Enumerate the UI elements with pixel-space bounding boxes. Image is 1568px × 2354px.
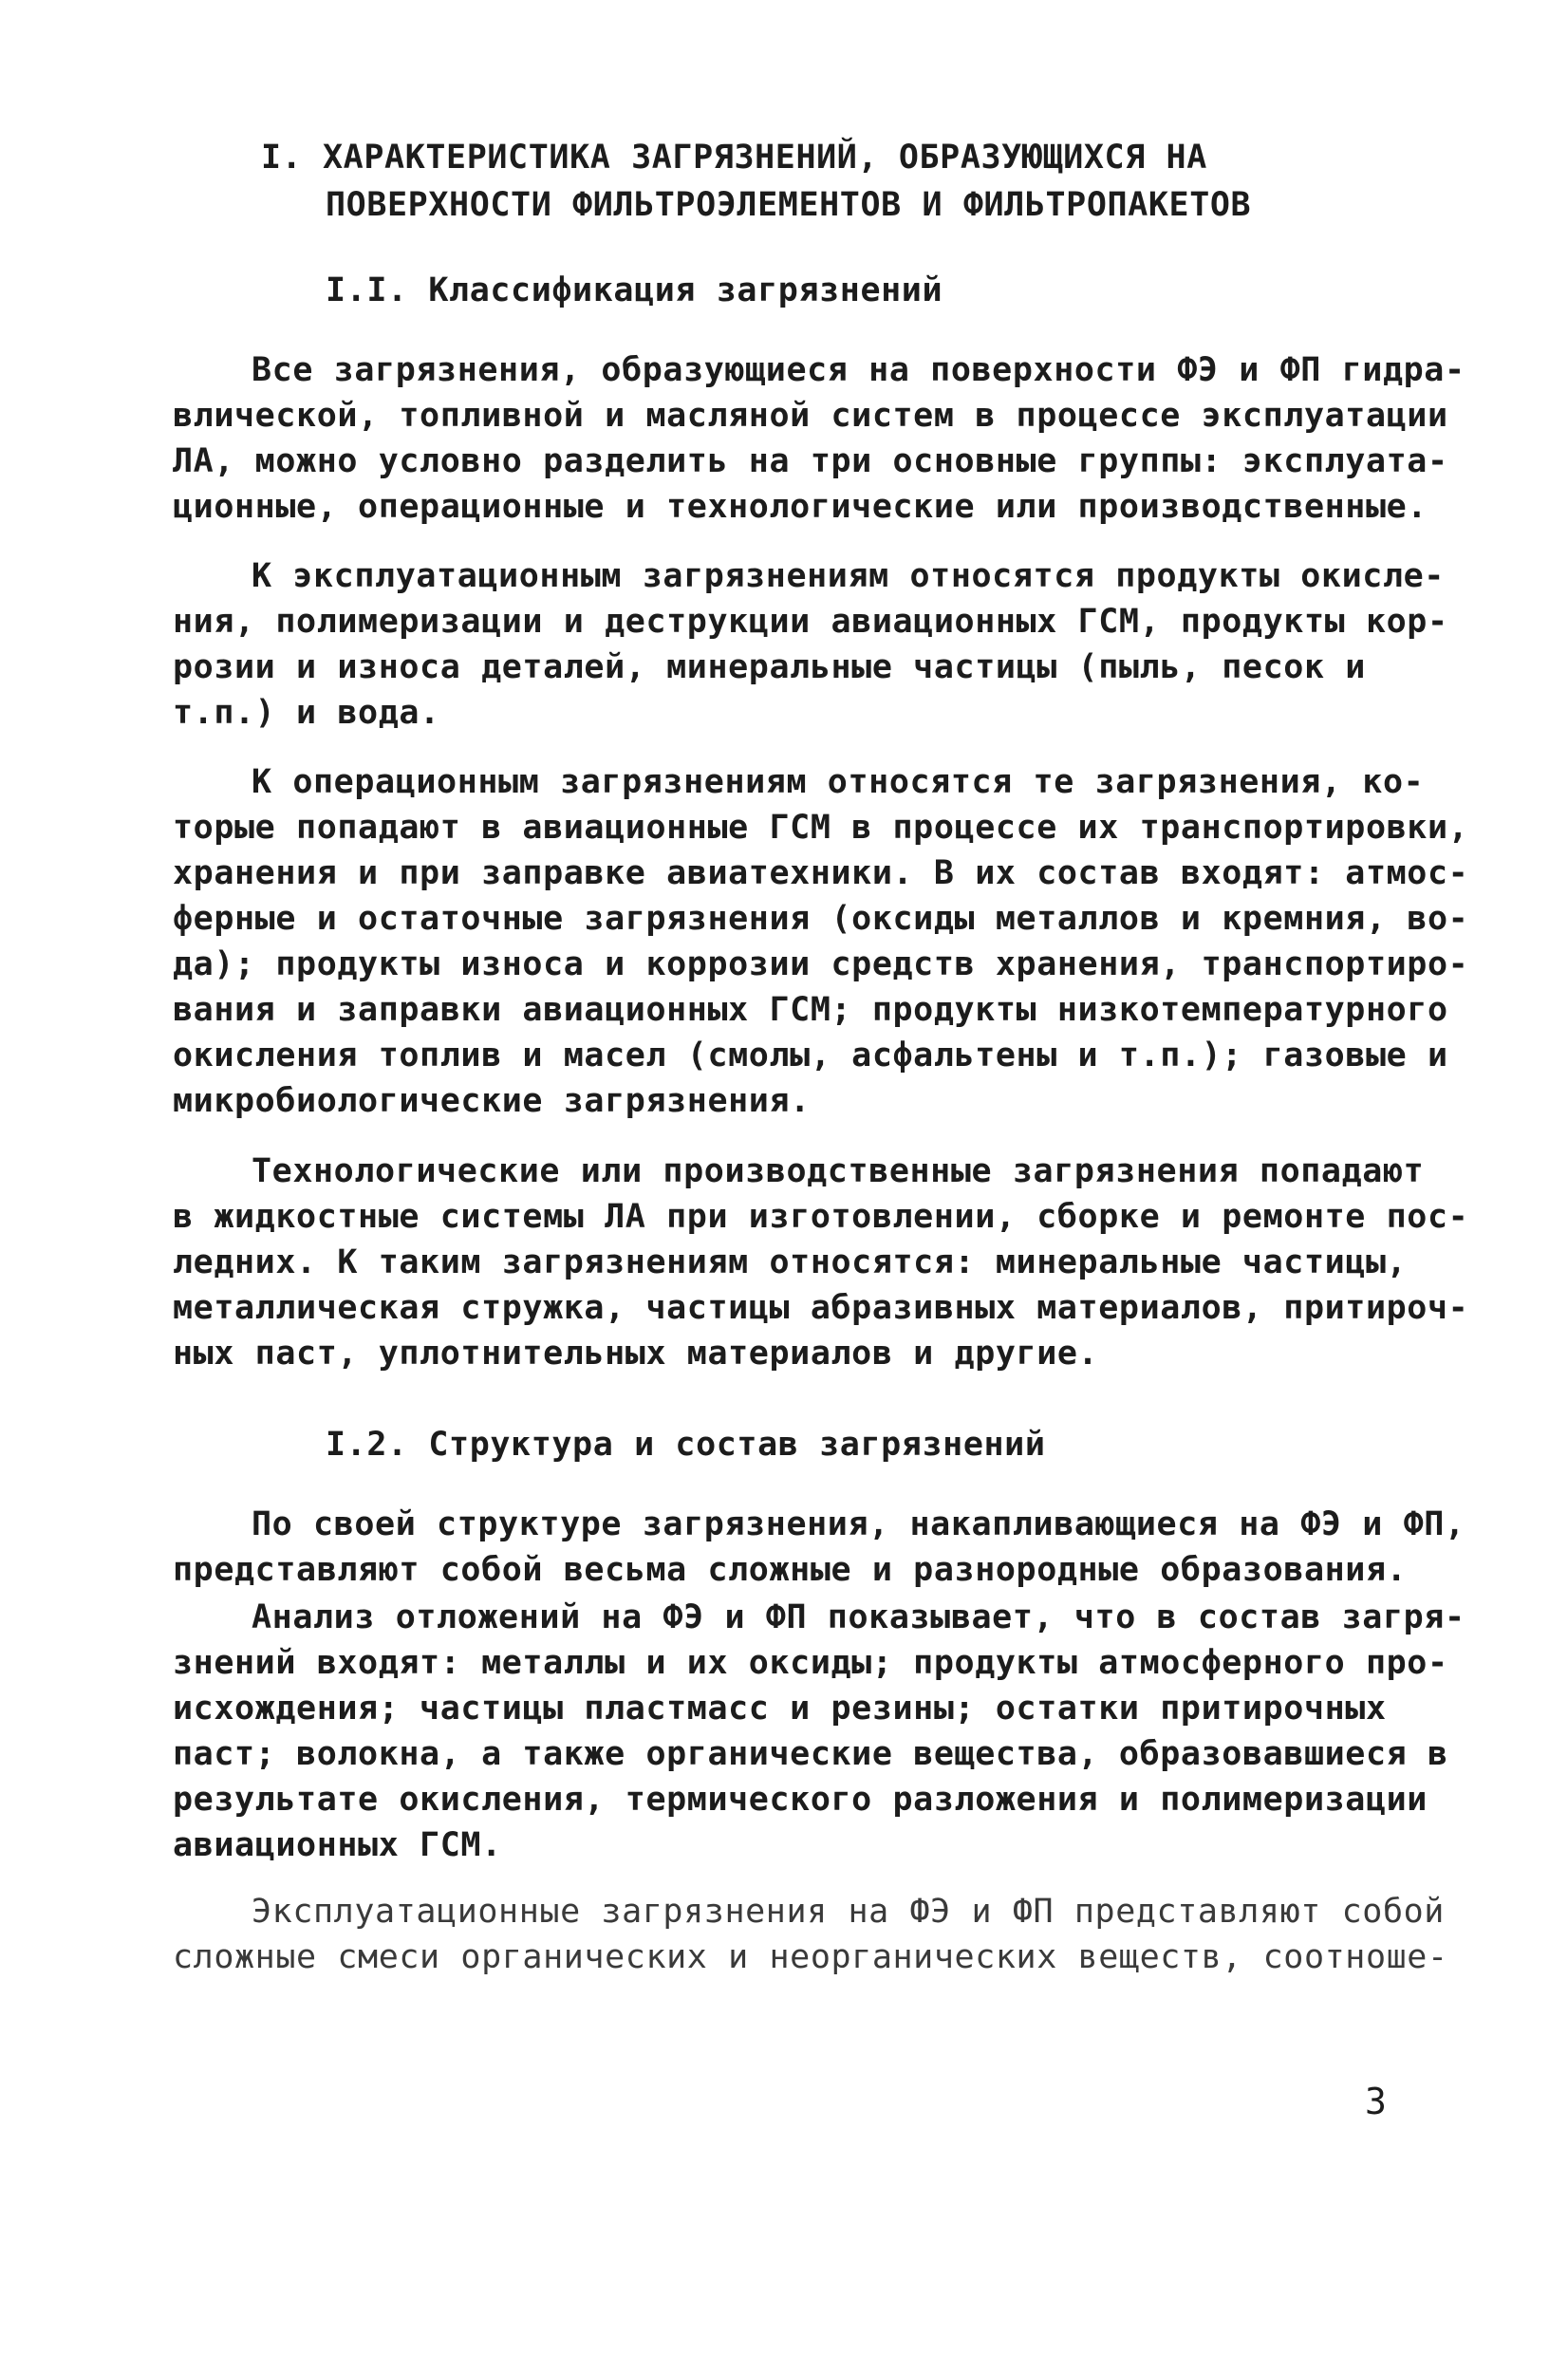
paragraph-6-line: исхождения; частицы пластмасс и резины; остатки притирочных [173,1690,1387,1728]
paragraph-2-line: К эксплуатационным загрязнениям относятся продукты окисле- [252,557,1445,595]
paragraph-7-line: сложные смеси органических и неорганических веществ, соотноше- [173,1938,1448,1976]
paragraph-4-line: ледних. К таким загрязнениям относятся: минеральные частицы, [173,1243,1408,1281]
paragraph-6-line: знений входят: металлы и их оксиды; продукты атмосферного про- [173,1644,1448,1682]
paragraph-6-line: Анализ отложений на ФЭ и ФП показывает, что в состав загря- [252,1598,1465,1636]
paragraph-7-line: Эксплуатационные загрязнения на ФЭ и ФП представляют собой [252,1893,1445,1931]
paragraph-6-line: авиационных ГСМ. [173,1826,502,1864]
page-number: 3 [1365,2081,1387,2122]
section-title-line-2: ПОВЕРХНОСТИ ФИЛЬТРОЭЛЕМЕНТОВ И ФИЛЬТРОПАКЕТОВ [326,186,1252,224]
paragraph-1-line: Все загрязнения, образующиеся на поверхности ФЭ и ФП гидра- [252,351,1465,389]
subsection-heading-1-2: I.2. Структура и состав загрязнений [326,1426,1046,1464]
subsection-heading-1-1: I.I. Классификация загрязнений [326,271,943,309]
paragraph-6-line: паст; волокна, а также органические вещества, образовавшиеся в [173,1735,1448,1773]
paragraph-3-line: К операционным загрязнениям относятся те загрязнения, ко- [252,763,1425,801]
paragraph-3-line: окисления топлив и масел (смолы, асфальтены и т.п.); газовые и [173,1037,1448,1074]
paragraph-3-line: торые попадают в авиационные ГСМ в процессе их транспортировки, [173,809,1469,847]
paragraph-3-line: ферные и остаточные загрязнения (оксиды металлов и кремния, во- [173,900,1469,938]
paragraph-5-line: представляют собой весьма сложные и разнородные образования. [173,1551,1408,1589]
paragraph-5-line: По своей структуре загрязнения, накапливающиеся на ФЭ и ФП, [252,1505,1465,1543]
paragraph-2-line: ния, полимеризации и деструкции авиационных ГСМ, продукты кор- [173,603,1448,641]
paragraph-6-line: результате окисления, термического разложения и полимеризации [173,1781,1428,1819]
paragraph-1-line: ЛА, можно условно разделить на три основные группы: эксплуата- [173,442,1448,480]
paragraph-2-line: розии и износа деталей, минеральные частицы (пыль, песок и [173,648,1366,686]
paragraph-3-line: да); продукты износа и коррозии средств хранения, транспортиро- [173,945,1469,983]
paragraph-4-line: Технологические или производственные загрязнения попадают [252,1152,1425,1190]
paragraph-3-line: микробиологические загрязнения. [173,1082,811,1120]
paragraph-1-line: влической, топливной и масляной систем в процессе эксплуатации [173,397,1448,435]
paragraph-4-line: в жидкостные системы ЛА при изготовлении, сборке и ремонте пос- [173,1198,1469,1236]
paragraph-1-line: ционные, операционные и технологические или производственные. [173,488,1428,526]
paragraph-3-line: вания и заправки авиационных ГСМ; продукты низкотемпературного [173,991,1448,1029]
paragraph-4-line: металлическая стружка, частицы абразивных материалов, притироч- [173,1289,1469,1327]
paragraph-2-line: т.п.) и вода. [173,694,440,732]
section-title-line-1: I. ХАРАКТЕРИСТИКА ЗАГРЯЗНЕНИЙ, ОБРАЗУЮЩИХСЯ НА [261,139,1207,177]
paragraph-4-line: ных паст, уплотнительных материалов и другие. [173,1335,1099,1373]
paragraph-3-line: хранения и при заправке авиатехники. В их состав входят: атмос- [173,854,1469,892]
